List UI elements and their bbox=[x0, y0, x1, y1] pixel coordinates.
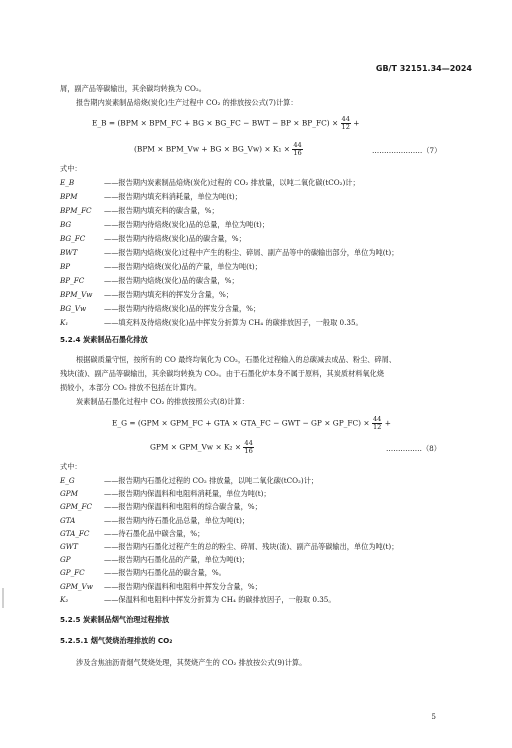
definition-row bbox=[60, 555, 249, 565]
section-heading-5-2-4: 5.2.4 炭素制品石墨化排放 bbox=[60, 335, 148, 344]
definition-text: ——保温料和电阻料中挥发分折算为 CH₄ 的碳排放因子，一般取 0.35。 bbox=[104, 594, 336, 604]
definition-row bbox=[60, 206, 219, 216]
definition-text: ——报告期内待石墨化品总量，单位为吨(t)； bbox=[104, 515, 250, 525]
definition-text: ——报告期内填充料的挥发分含量，%； bbox=[104, 290, 234, 299]
definition-row bbox=[60, 248, 398, 258]
definition-row bbox=[60, 318, 363, 328]
definition-text: ——待石墨化品中碳含量，%； bbox=[104, 528, 205, 538]
symbol: BP_FC bbox=[60, 276, 85, 285]
equation-7-line-1: E_B = (BPM × BPM_FC + BG × BG_FC − BWT − BP × BP_FC) × $\frac{44}{12}$ + bbox=[92, 115, 360, 131]
symbol: BG bbox=[60, 220, 72, 229]
symbol: K₂ bbox=[60, 594, 69, 604]
symbol: E_B bbox=[60, 178, 75, 187]
definition-text: ——报告期内填充料的碳含量，%； bbox=[104, 206, 219, 215]
definition-text: ——报告期内石墨化品的产量，单位为吨(t)； bbox=[104, 555, 250, 565]
symbol: BWT bbox=[60, 248, 78, 257]
definition-row bbox=[60, 178, 360, 188]
where-label: 式中： bbox=[60, 164, 82, 173]
fraction: $\frac{44}{12}$ bbox=[341, 115, 350, 131]
symbol: GPM_Vw bbox=[60, 581, 93, 591]
definition-row bbox=[60, 304, 260, 314]
definition-row bbox=[60, 502, 262, 512]
symbol: BPM_Vw bbox=[60, 290, 93, 299]
symbol: E_G bbox=[60, 476, 75, 485]
definition-row bbox=[60, 276, 239, 286]
symbol: BG_FC bbox=[60, 234, 86, 243]
definition-text: ——报告期内焙烧(炭化)过程中产生的粉尘、碎屑、副产品等中的碳输出部分，单位为吨(t)； bbox=[104, 248, 399, 257]
definition-row bbox=[60, 529, 204, 539]
definition-text: ——报告期内保温料和电阻料消耗量，单位为吨(t)； bbox=[104, 489, 271, 499]
symbol: K₁ bbox=[60, 318, 69, 327]
definition-text: ——报告期内石墨化过程产生的总的粉尘、碎屑、残块(渣)、副产品等碳输出，单位为吨(t)； bbox=[104, 542, 399, 551]
section-heading-5-2-5: 5.2.5 炭素制品烟气治理过程排放 bbox=[60, 615, 170, 624]
definition-row bbox=[60, 262, 262, 272]
standard-code: GB/T 32151.34—2024 bbox=[375, 64, 472, 73]
equation-8-line-2: GPM × GPM_Vw × K₂ × $\frac{44}{16}$ bbox=[150, 439, 253, 455]
equation-7-line-2: (BPM × BPM_Vw + BG × BG_Vw) × K₁ × $\frac{44}{16}$ bbox=[134, 141, 302, 157]
fraction: $\frac{44}{12}$ bbox=[372, 415, 382, 431]
symbol: BP bbox=[60, 262, 71, 271]
definition-text: ——报告期内焙烧(炭化)品的碳含量，%； bbox=[104, 276, 239, 285]
symbol: GP_FC bbox=[60, 568, 85, 578]
definition-row bbox=[60, 476, 318, 486]
symbol: BPM bbox=[60, 192, 78, 201]
paragraph: 残块(渣)、副产品等碳输出，其余碳均转换为 CO₂。由于石墨化炉本身不属于原料，其炭质材料氧化烧 bbox=[60, 369, 385, 378]
paragraph: 损较小，本部分 CO₂ 排放不包括在计算内。 bbox=[60, 383, 202, 392]
definition-row bbox=[60, 192, 242, 202]
page-number: 5 bbox=[431, 712, 436, 721]
paragraph: 屑，副产品等碳输出，其余碳均转换为 CO₂。 bbox=[60, 84, 206, 93]
symbol: GTA_FC bbox=[60, 528, 90, 538]
paragraph: 报告期内炭素制品焙烧(炭化)生产过程中 CO₂ 的排放按公式(7)计算： bbox=[76, 98, 298, 107]
symbol: GPM bbox=[60, 489, 78, 499]
symbol: GTA bbox=[60, 515, 76, 525]
definition-row bbox=[60, 595, 336, 605]
fraction: $\frac{44}{16}$ bbox=[293, 141, 302, 157]
definition-text: ——报告期内保温料和电阻料中挥发分含量，%； bbox=[104, 581, 262, 591]
definition-text: ——报告期内待焙烧(炭化)品的碳含量，%； bbox=[104, 234, 246, 243]
symbol: BG_Vw bbox=[60, 304, 87, 313]
paragraph: 炭素制品石墨化过程中 CO₂ 的排放按照公式(8)计算： bbox=[76, 397, 249, 406]
equation-number-8: ……………（8） bbox=[386, 444, 441, 453]
section-heading-5-2-5-1: 5.2.5.1 烟气焚烧治理排放的 CO₂ bbox=[60, 636, 173, 645]
definition-row bbox=[60, 568, 226, 578]
definition-text: ——报告期内炭素制品焙烧(炭化)过程的 CO₂ 排放量，以吨二氧化碳(tCO₂)计； bbox=[104, 178, 360, 187]
equation-number-7: …………………（7） bbox=[372, 146, 442, 155]
scan-edge-mark bbox=[2, 588, 4, 608]
definition-text: ——报告期内填充料消耗量，单位为吨(t)； bbox=[104, 192, 242, 201]
definition-row bbox=[60, 542, 398, 552]
definition-row bbox=[60, 290, 233, 300]
definition-row bbox=[60, 489, 271, 499]
symbol: BPM_FC bbox=[60, 206, 92, 215]
symbol: GP bbox=[60, 555, 71, 565]
definition-text: ——填充料及待焙烧(炭化)品中挥发分折算为 CH₄ 的碳排放因子，一般取 0.35。 bbox=[104, 318, 363, 327]
definition-row bbox=[60, 220, 269, 230]
definition-text: ——报告期内石墨化过程的 CO₂ 排放量，以吨二氧化碳(tCO₂)计； bbox=[104, 476, 319, 485]
definition-row bbox=[60, 516, 249, 526]
where-label: 式中： bbox=[60, 462, 82, 471]
definition-row bbox=[60, 234, 246, 244]
definition-text: ——报告期内石墨化品的碳含量，%。 bbox=[104, 568, 226, 578]
definition-text: ——报告期内焙烧(炭化)品的产量，单位为吨(t)； bbox=[104, 262, 262, 271]
definition-row bbox=[60, 582, 262, 592]
definition-text: ——报告期内待焙烧(炭化)品的挥发分含量，%； bbox=[104, 304, 261, 313]
definition-text: ——报告期内保温料和电阻料的综合碳含量，%； bbox=[104, 502, 262, 512]
paragraph: 根据碳质量守恒，按所有的 CO 最终均氧化为 CO₂，石墨化过程输入的总碳减去成品、粉尘、碎屑、 bbox=[76, 355, 397, 364]
symbol: GPM_FC bbox=[60, 502, 93, 512]
definition-text: ——报告期内待焙烧(炭化)品的总量，单位为吨(t)； bbox=[104, 220, 270, 229]
equation-8-line-1: E_G = (GPM × GPM_FC + GTA × GTA_FC − GWT − GP × GP_FC) × $\frac{44}{12}$ + bbox=[112, 415, 391, 431]
paragraph: 涉及含焦油沥青烟气焚烧处理，其焚烧产生的 CO₂ 排放按公式(9)计算。 bbox=[76, 658, 307, 667]
fraction: $\frac{44}{16}$ bbox=[244, 439, 253, 455]
symbol: GWT bbox=[60, 542, 78, 551]
